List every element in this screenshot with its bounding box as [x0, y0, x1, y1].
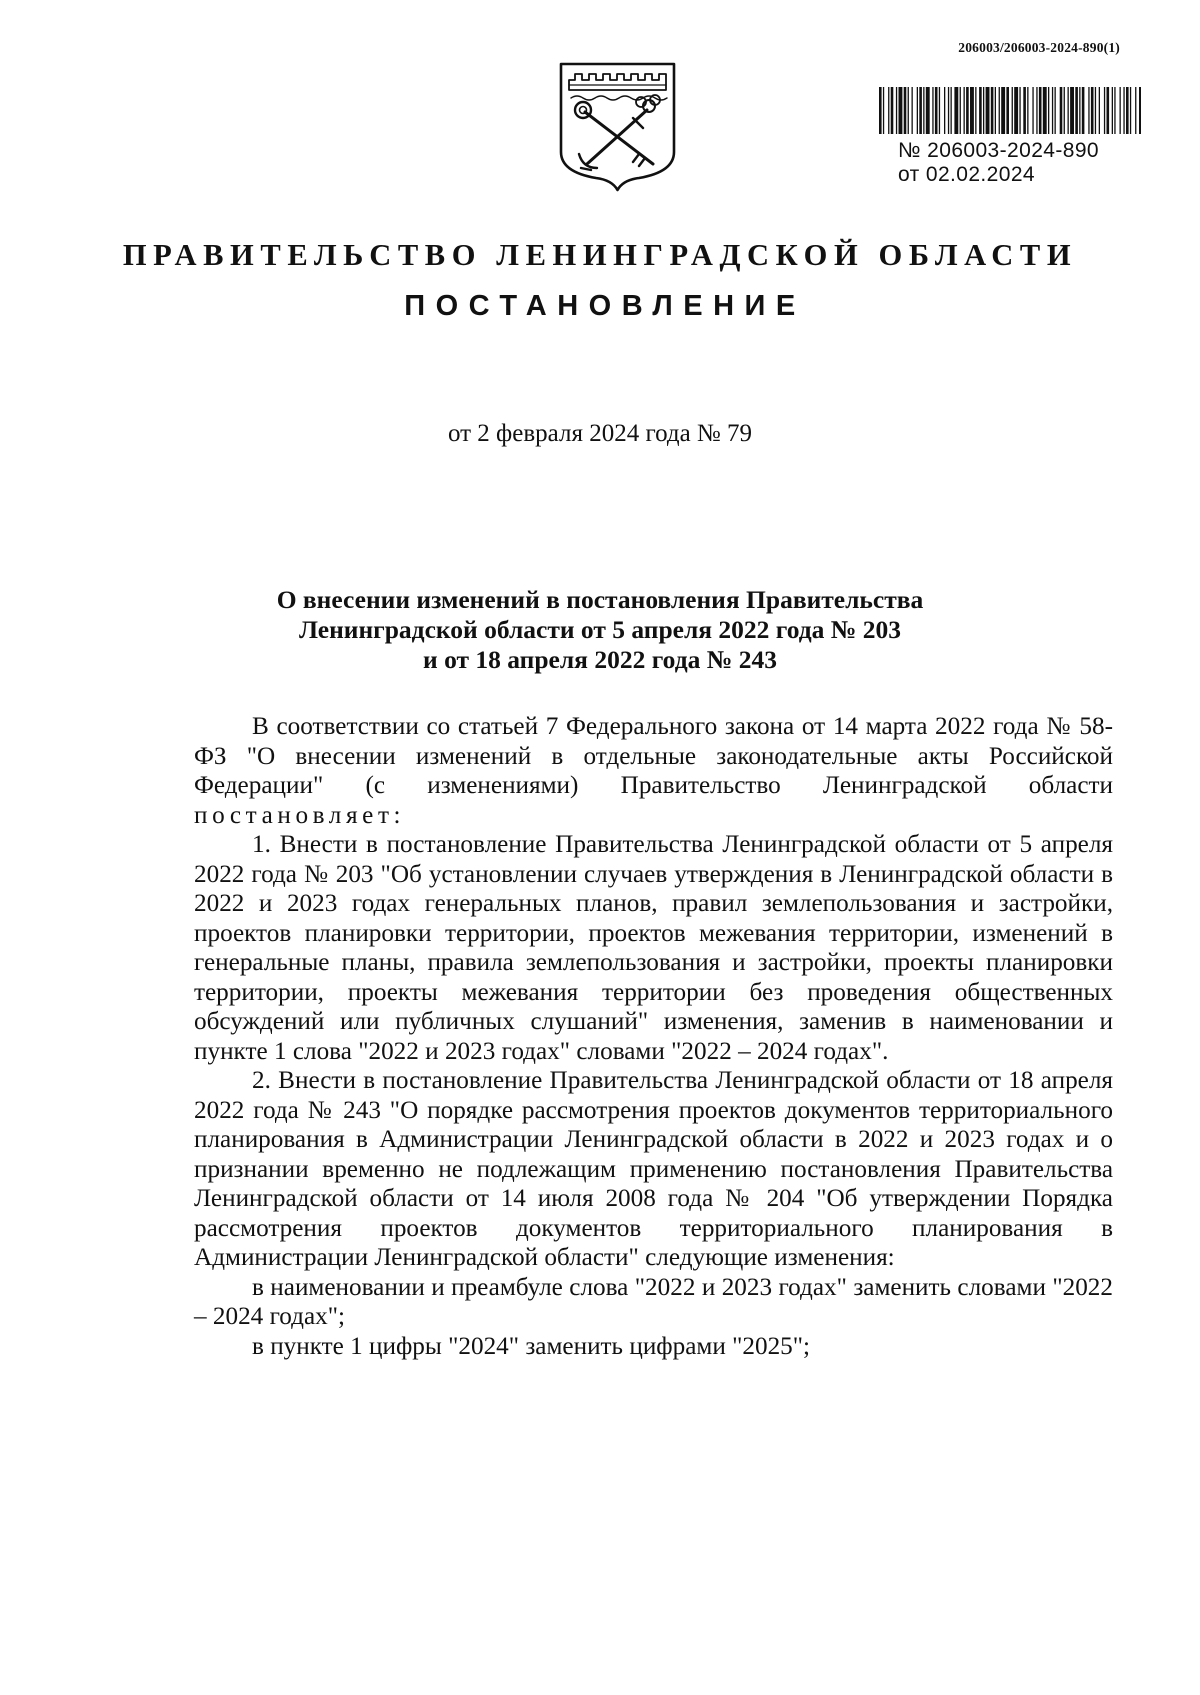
- document-date-number: от 2 февраля 2024 года № 79: [447, 420, 753, 447]
- document-id: 206003/206003-2024-890(1): [958, 40, 1120, 55]
- barcode-icon: [879, 87, 1141, 134]
- document-type: ПОСТАНОВЛЕНИЕ: [404, 290, 806, 322]
- document-subject: [200, 585, 1000, 675]
- government-title: ПРАВИТЕЛЬСТВО ЛЕНИНГРАДСКОЙ ОБЛАСТИ: [122, 238, 1078, 272]
- registration-block: [898, 139, 1099, 187]
- preamble-text: В соответствии со статьей 7 Федерального закона от 14 марта 2022 года № 58-ФЗ "О внесении изменений в отдельные законодательные акты Российской Федерации" (с изменениями) Правительство Ленинградской области: [194, 713, 1113, 799]
- preamble-paragraph: [194, 712, 1113, 830]
- item-2a-paragraph: в наименовании и преамбуле слова "2022 и 2023 годах" заменить словами "2022 – 2024 годах";: [194, 1273, 1113, 1330]
- item-2-paragraph: 2. Внести в постановление Правительства Ленинградской области от 18 апреля 2022 года № 243 "О порядке рассмотрения проектов документов территориального планирования в Администрации Ленинградской области в 2022 и 2023 годах и о признании временно не подлежащим применению постановления Правительства Ленинградской области от 14 июля 2008 года № 204 "Об утверждении Порядка рассмотрения проектов документов территориального планирования в Администрации Ленинградской области" следующие изменения:: [194, 1067, 1113, 1271]
- item-2b-paragraph: в пункте 1 цифры "2024" заменить цифрами "2025";: [252, 1332, 811, 1360]
- item-1-paragraph: 1. Внести в постановление Правительства Ленинградской области от 5 апреля 2022 года № 203 "Об установлении случаев утверждения в Ленинградской области в 2022 и 2023 годах генеральных планов, правил землепользования и застройки, проектов планировки территории, проектов межевания территории, изменений в генеральные планы, правила землепользования и застройки, проекты планировки территории, проекты межевания территории без проведения общественных обсуждений или публичных слушаний" изменения, заменив в наименовании и пункте 1 слова "2022 и 2023 годах" словами "2022 – 2024 годах".: [194, 831, 1113, 1065]
- registration-date: от 02.02.2024: [898, 163, 1035, 186]
- subject-line: Ленинградской области от 5 апреля 2022 года № 203: [298, 615, 902, 644]
- registration-number: № 206003-2024-890: [898, 139, 1099, 162]
- subject-line: О внесении изменений в постановления Правительства: [276, 585, 924, 614]
- document-body: [194, 712, 1113, 1361]
- coat-of-arms-icon: [555, 60, 680, 192]
- subject-line: и от 18 апреля 2022 года № 243: [423, 645, 777, 674]
- resolves-word: постановляет:: [194, 801, 406, 829]
